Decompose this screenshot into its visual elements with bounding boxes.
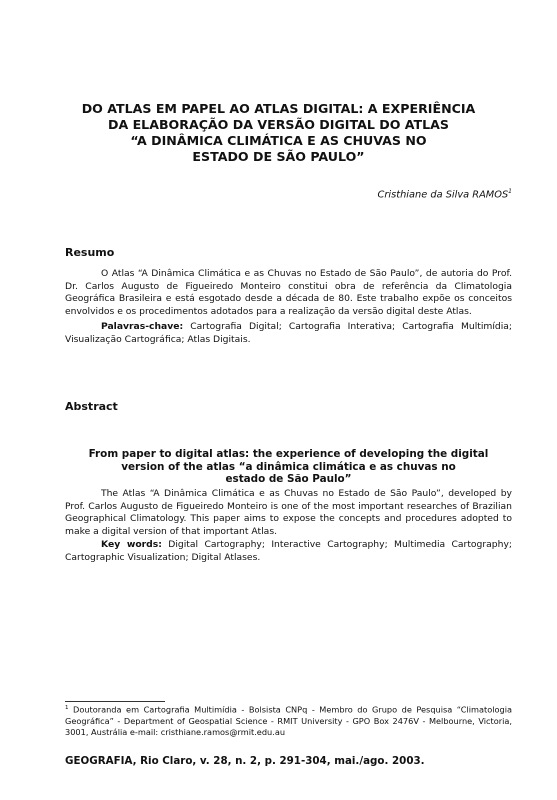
journal-citation: GEOGRAFIA, Rio Claro, v. 28, n. 2, p. 291-304, mai./ago. 2003.	[65, 755, 425, 767]
title-line: ESTADO DE SÃO PAULO”	[192, 149, 365, 164]
resumo-keywords	[65, 321, 512, 346]
abstract-body	[65, 488, 512, 565]
author-name: Cristhiane da Silva RAMOS	[377, 189, 509, 201]
abstract-keywords-label: Key words:	[101, 539, 162, 551]
title-line: DO ATLAS EM PAPEL AO ATLAS DIGITAL: A EXPERIÊNCIA	[81, 101, 476, 116]
footnote-divider	[65, 701, 165, 702]
footnote-text: Doutoranda em Cartografia Multimídia - Bolsista CNPq - Membro do Grupo de Pesquisa “Climatologia Geográfica” - Department of Geospatial Science - RMIT University - GPO Box 2476V - Melbourne, Victoria, 3001, Austrália e-mail: cristhiane.ramos@rmit.edu.au	[65, 704, 512, 737]
author-line	[378, 188, 512, 200]
title-line: “A DINÂMICA CLIMÁTICA E AS CHUVAS NO	[130, 133, 427, 148]
abstract-title-line: version of the atlas “a dinâmica climática e as chuvas no	[121, 460, 456, 473]
abstract-title-line: estado de São Paulo”	[225, 473, 352, 486]
abstract-heading: Abstract	[65, 400, 118, 413]
resumo-text: O Atlas “A Dinâmica Climática e as Chuvas no Estado de São Paulo”, de autoria do Prof. Dr. Carlos Augusto de Figueiredo Monteiro constitui obra de referência da Climatologia Geográfica Brasileira e está esgotado desde a década de 80. Este trabalho expõe os conceitos envolvidos e os procedimentos adotados para a realização da versão digital deste Atlas.	[65, 268, 512, 317]
resumo-keywords-list: Cartografia Digital; Cartografia Interativa; Cartografia Multimídia; Visualização Cartográfica; Atlas Digitais.	[65, 321, 513, 345]
author-footnote-mark: 1	[508, 188, 512, 195]
resumo-keywords-label: Palavras-chave:	[101, 321, 184, 333]
abstract-title	[70, 448, 507, 486]
abstract-keywords	[65, 539, 512, 564]
abstract-text: The Atlas “A Dinâmica Climática e as Chuvas no Estado de São Paulo”, developed by Prof. Carlos Augusto de Figueiredo Monteiro is one of the most important researches of Brazilian Geographical Climatology. This paper aims to expose the concepts and procedures adopted to make a digital version of that important Atlas.	[65, 488, 512, 537]
footnote-mark: 1	[65, 705, 69, 711]
footnote	[65, 703, 512, 738]
abstract-title-line: From paper to digital atlas: the experience of developing the digital	[88, 448, 489, 460]
resumo-heading: Resumo	[65, 246, 115, 259]
abstract-keywords-list: Digital Cartography; Interactive Cartography; Multimedia Cartography; Cartographic Visualization; Digital Atlases.	[65, 539, 512, 563]
resumo-body	[65, 268, 512, 347]
paper-title	[60, 101, 497, 165]
title-line: DA ELABORAÇÃO DA VERSÃO DIGITAL DO ATLAS	[107, 117, 449, 132]
